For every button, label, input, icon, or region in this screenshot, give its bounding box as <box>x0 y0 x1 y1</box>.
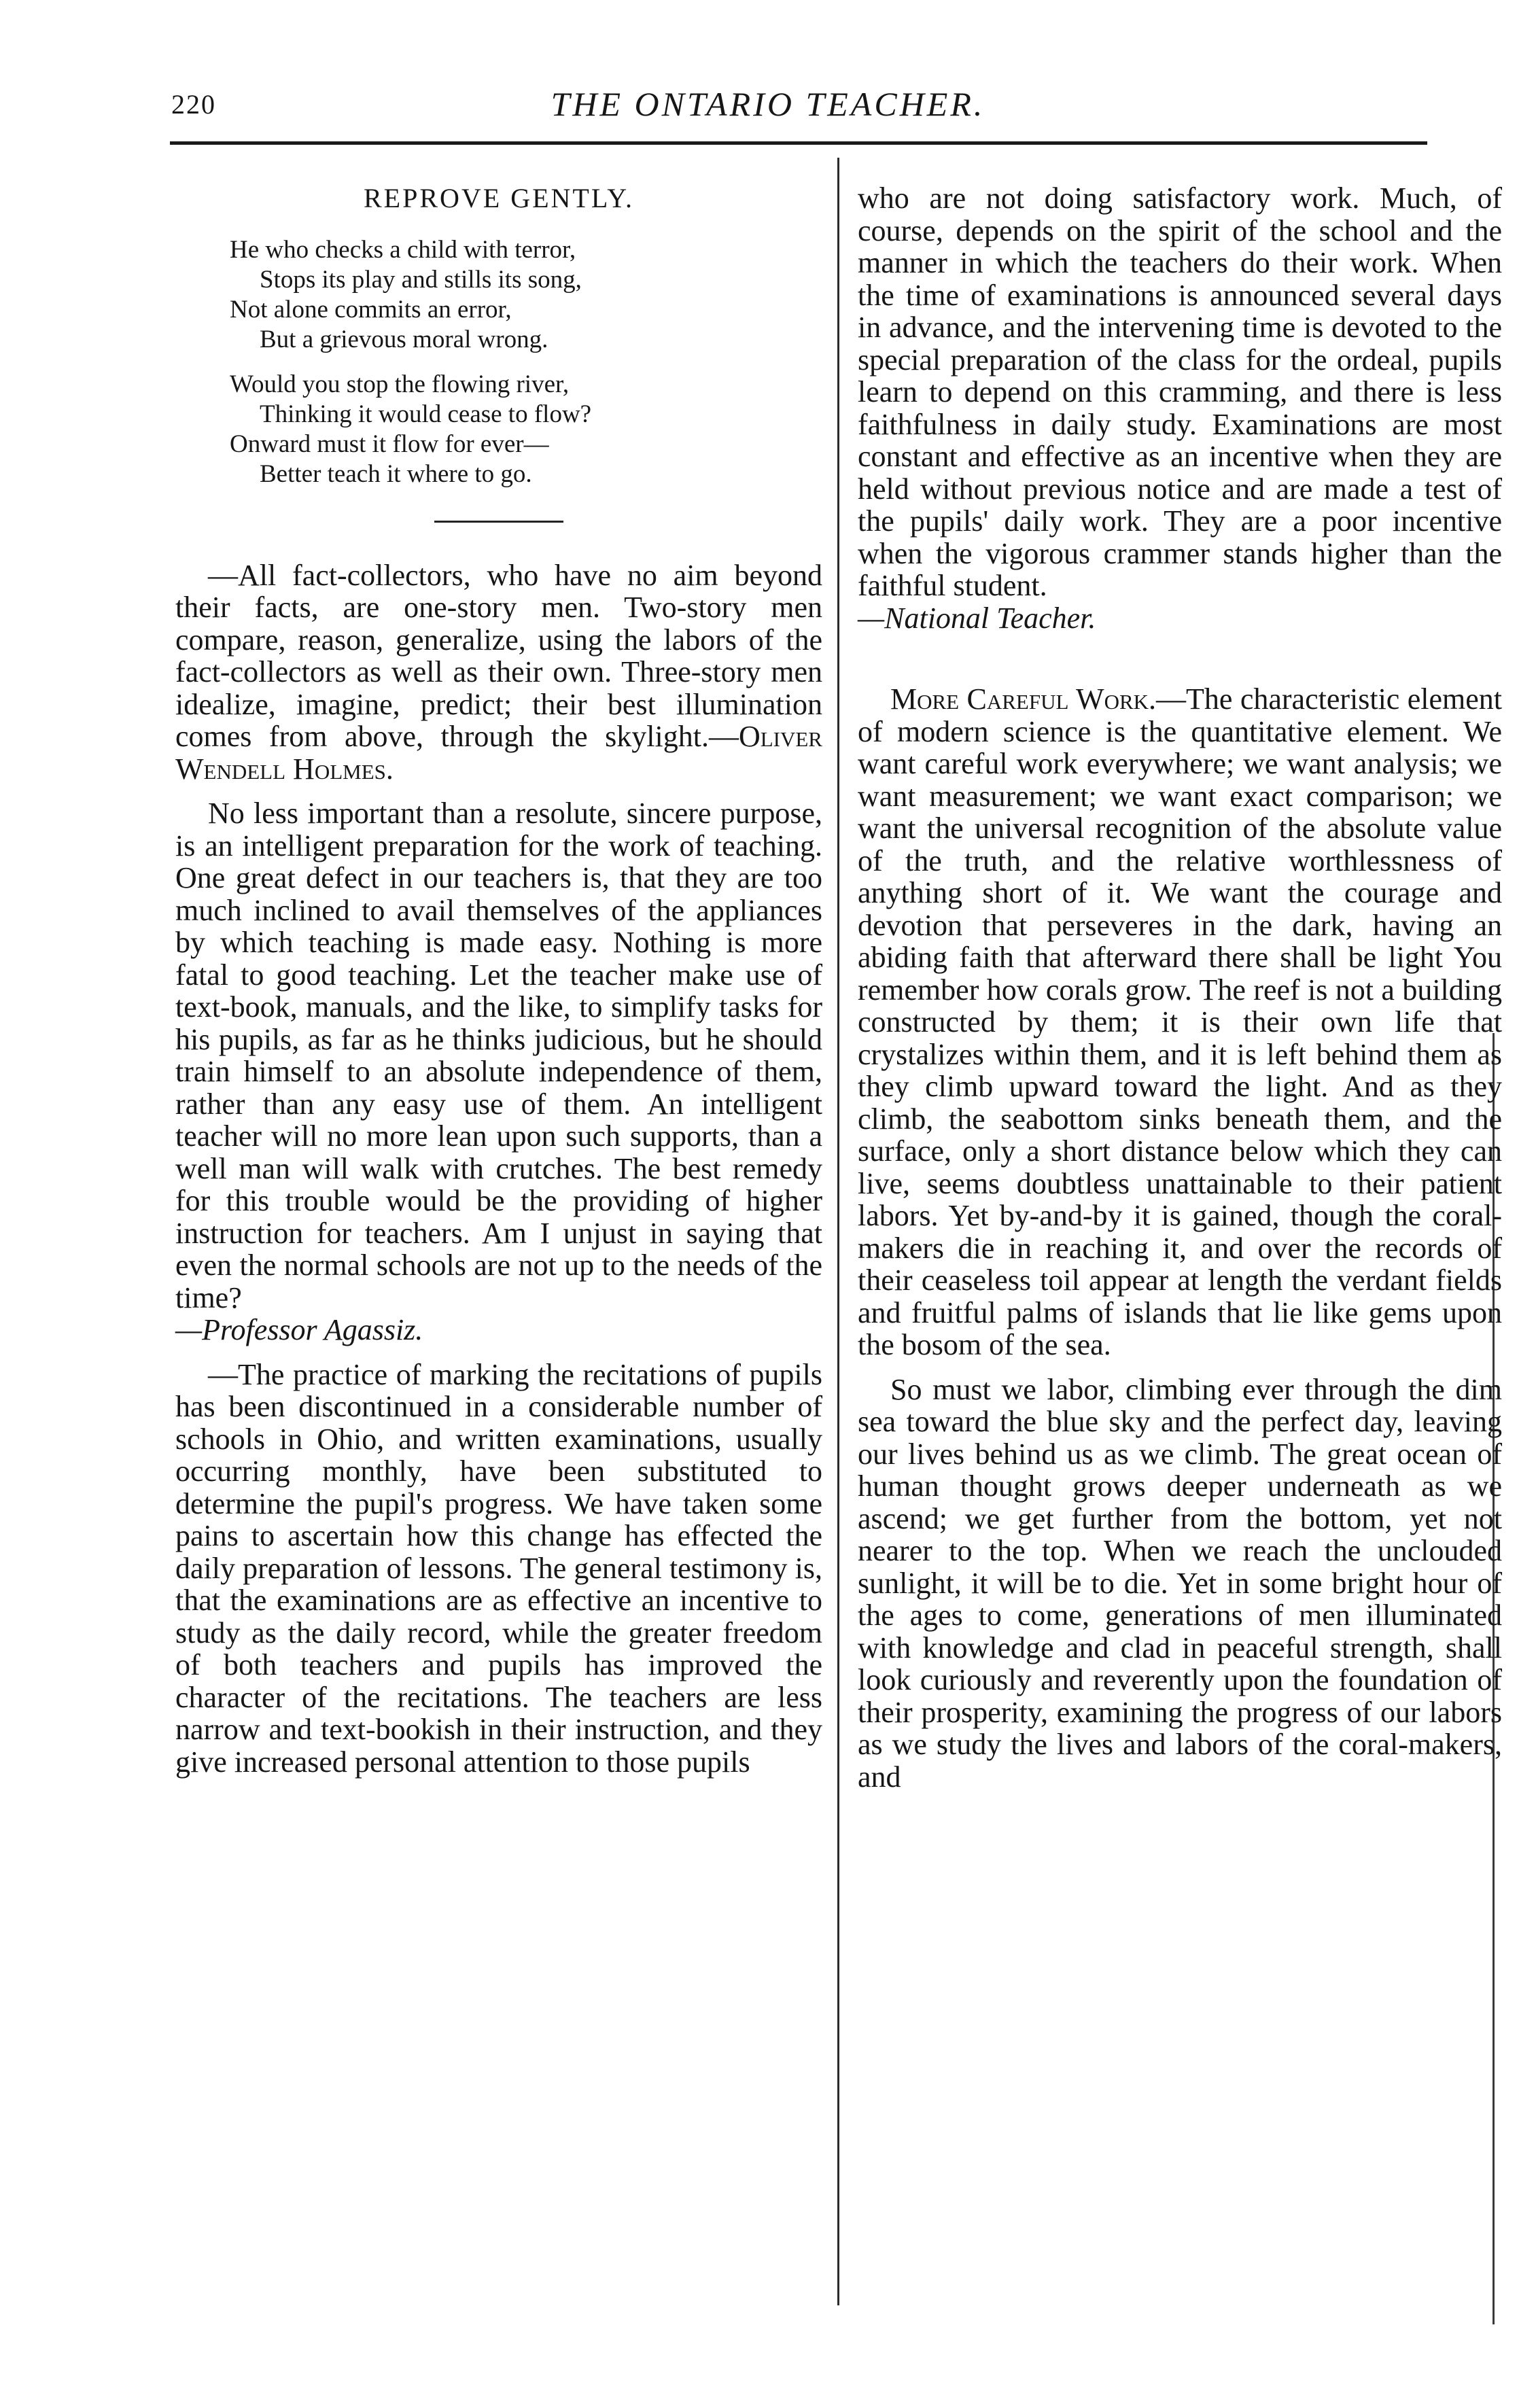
holmes-attribution: Oliver Wendell Holmes. <box>175 720 822 786</box>
holmes-paragraph <box>175 559 822 786</box>
poem-line: But a grievous moral wrong. <box>260 325 548 353</box>
marking-attribution: —National Teacher. <box>858 601 1096 635</box>
column-divider <box>837 158 839 2305</box>
holmes-text: —All fact-collectors, who have no aim beyond their facts, are one-story men. Two-story men compare, reason, generalize, using the labors of the fact-collectors as well as their own. Three-story men idealize, imagine, predict; their best illumination comes from above, through the skylight.— <box>175 558 822 753</box>
marking-paragraph-start: —The practice of marking the recitations of pupils has been discontinued in a considerable number of schools in Ohio, and written examinations, usually occurring monthly, have been substituted to determine the pupil's progress. We have taken some pains to ascertain how this change has effected the daily preparation of lessons. The general testimony is, that the examinations are as effective an incentive to study as the daily record, while the greater freedom of both teachers and pupils has improved the character of the recitations. The teachers are less narrow and text-bookish in their instruction, and they give increased personal attention to those pupils <box>175 1357 822 1779</box>
poem-line: Stops its play and stills its song, <box>260 265 582 294</box>
careful-work-text: —The characteristic element of modern science is the quantitative element. We want careful work everywhere; we want analysis; we want measurement; we want exact comparison; we want the universal recognition of the absolute value of the truth, and the relative worthlessness of anything short of it. We want the courage and devotion that perseveres in the dark, having an abiding faith that afterward there shall be light You remember how corals grow. The reef is not a building constructed by them; it is their own life that crystalizes within them, and it is left behind them as they climb upward toward the light. And as they climb, the seabottom sinks beneath them, and the surface, only a short distance below which they can live, seems doubtless unattainable to their patient labors. Yet by-and-by it is gained, though the coral-makers die in reaching it, and over the records of their ceaseless toil appear at length the verdant fields and fruitful palms of islands that lie like gems upon the bosom of the sea. <box>858 682 1502 1361</box>
agassiz-paragraph <box>175 797 822 1346</box>
poem-line: Onward must it flow for ever— <box>230 430 549 458</box>
header-rule <box>170 141 1427 145</box>
agassiz-text: No less important than a resolute, sincere purpose, is an intelligent preparation for the work of teaching. One great defect in our teachers is, that they are too much inclined to avail themselves of the appliances by which teaching is made easy. Nothing is more fatal to good teaching. Let the teacher make use of text-book, manuals, and the like, to simplify tasks for his pupils, as far as he thinks judicious, but he should train himself to an absolute independence of them, rather than any easy use of them. An intelligent teacher will no more lean upon such supports, than a well man will walk with crutches. The best remedy for this trouble would be the providing of higher instruction for teachers. Am I unjust in saying that even the normal schools are not up to the needs of the time? <box>175 797 822 1314</box>
poem-line: Not alone commits an error, <box>230 295 512 324</box>
marking-paragraph-end <box>858 182 1502 634</box>
poem-title: REPROVE GENTLY. <box>363 183 635 213</box>
section-rule <box>434 521 563 523</box>
page-number: 220 <box>171 89 216 120</box>
poem-stanza-2 <box>230 370 822 489</box>
poem-stanza-1 <box>230 235 822 355</box>
poem-line: He who checks a child with terror, <box>230 235 576 264</box>
right-column <box>858 182 1502 1793</box>
running-title: THE ONTARIO TEACHER. <box>551 85 985 123</box>
left-column <box>175 182 822 1778</box>
agassiz-attribution: —Professor Agassiz. <box>175 1313 423 1346</box>
careful-work-heading: More Careful Work. <box>890 682 1157 716</box>
marking-text-continued: who are not doing satisfactory work. Much, of course, depends on the spirit of the school and the manner in which the teachers do their work. When the time of examinations is announced several days in advance, and the intervening time is devoted to the special preparation of the class for the ordeal, pupils learn to depend on this cramming, and there is less faithfulness in daily study. Examinations are most constant and effective as an incentive when they are held without previous notice and are made a test of the pupils' daily work. They are a poor incentive when the vigorous crammer stands higher than the faithful student. <box>858 181 1502 602</box>
poem-line: Better teach it where to go. <box>260 459 532 488</box>
poem-line: Thinking it would cease to flow? <box>260 400 592 428</box>
careful-work-paragraph-2: So must we labor, climbing ever through the dim sea toward the blue sky and the perfect day, leaving our lives behind us as we climb. The great ocean of human thought grows deeper underneath as we ascend; we get further from the bottom, yet not nearer to the top. When we reach the unclouded sunlight, it will be to die. Yet in some bright hour of the ages to come, generations of men illuminated with knowledge and clad in peaceful strength, shall look curiously and reverently upon the foundation of their prosperity, examining the progress of our labors as we study the lives and labors of the coral-makers, and <box>858 1372 1502 1794</box>
poem-line: Would you stop the flowing river, <box>230 370 570 398</box>
careful-work-paragraph <box>858 683 1502 1361</box>
